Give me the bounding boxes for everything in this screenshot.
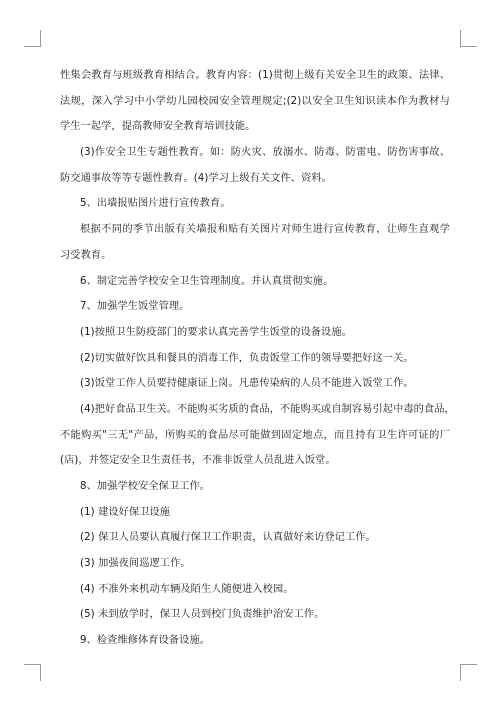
- text-line: 8、加强学校安全保卫工作。: [80, 481, 211, 492]
- text-line: 6、制定完善学校安全卫生管理制度。并认真贯彻实施。: [80, 275, 334, 287]
- crop-mark-bottom-left: [24, 664, 41, 681]
- text-line: 7、加强学生饭堂管理。: [80, 301, 190, 313]
- text-line: (2) 保卫人员要认真履行保卫工作职责，认真做好来访登记工作。: [80, 532, 376, 544]
- body-text: [60, 63, 455, 654]
- text-line: (1) 建设好保卫设施: [80, 506, 171, 518]
- crop-mark-top-left: [24, 30, 41, 47]
- text-line: 防交通事故等等专题性教育。(4)学习上级有关文件、资料。: [60, 172, 332, 184]
- text-line: (4)把好食品卫生关。不能购买劣质的食品，不能购买或自制容易引起中毒的食品，: [80, 403, 455, 415]
- text-line: (3)作安全卫生专题性教育。如：防火灾、放溺水、防毒、防雷电、防伤害事故、: [80, 147, 450, 159]
- crop-mark-top-right: [460, 30, 477, 47]
- text-line: (5) 未到放学时，保卫人员到校门负责维护治安工作。: [80, 609, 325, 621]
- text-line: 习受教育。: [60, 249, 112, 261]
- text-line: 学生一起学，提高教师安全教育培训技能。: [60, 121, 256, 133]
- text-line: (3)饭堂工作人员要持健康证上岗。凡患传染病的人员不能进入饭堂工作。: [80, 378, 414, 390]
- text-line: 9、检查维修体育设备设施。: [80, 635, 211, 647]
- text-line: (2)切实做好饮具和餐具的消毒工作，负责饭堂工作的领导要把好这一关。: [80, 352, 414, 364]
- text-line: 不能购买"三无"产品，所购买的食品尽可能做到固定地点，而且持有卫生许可证的厂: [60, 429, 450, 441]
- text-line: (3) 加强夜间巡逻工作。: [80, 558, 191, 570]
- text-line: (店)，并签定安全卫生责任书，不准非饭堂人员乱进入饭堂。: [60, 455, 336, 467]
- text-line: 法规，深入学习中小学幼儿园校园安全管理规定;(2)以安全卫生知识读本作为教材与: [60, 95, 450, 107]
- text-line: 5、出墙报贴图片进行宣传教育。: [80, 198, 231, 210]
- text-line: 性集会教育与班级教育相结合。教育内容：(1)贯彻上级有关安全卫生的政策、法律、: [60, 70, 450, 81]
- text-line: 根据不同的季节出版有关墙报和贴有关图片对师生进行宣传教育，让师生直观学: [80, 224, 450, 236]
- text-line: (4) 不准外来机动车辆及陌生人随便进入校园。: [80, 583, 294, 595]
- text-line: (1)按照卫生防疫部门的要求认真完善学生饭堂的设备设施。: [80, 326, 352, 338]
- crop-mark-bottom-right: [460, 664, 477, 681]
